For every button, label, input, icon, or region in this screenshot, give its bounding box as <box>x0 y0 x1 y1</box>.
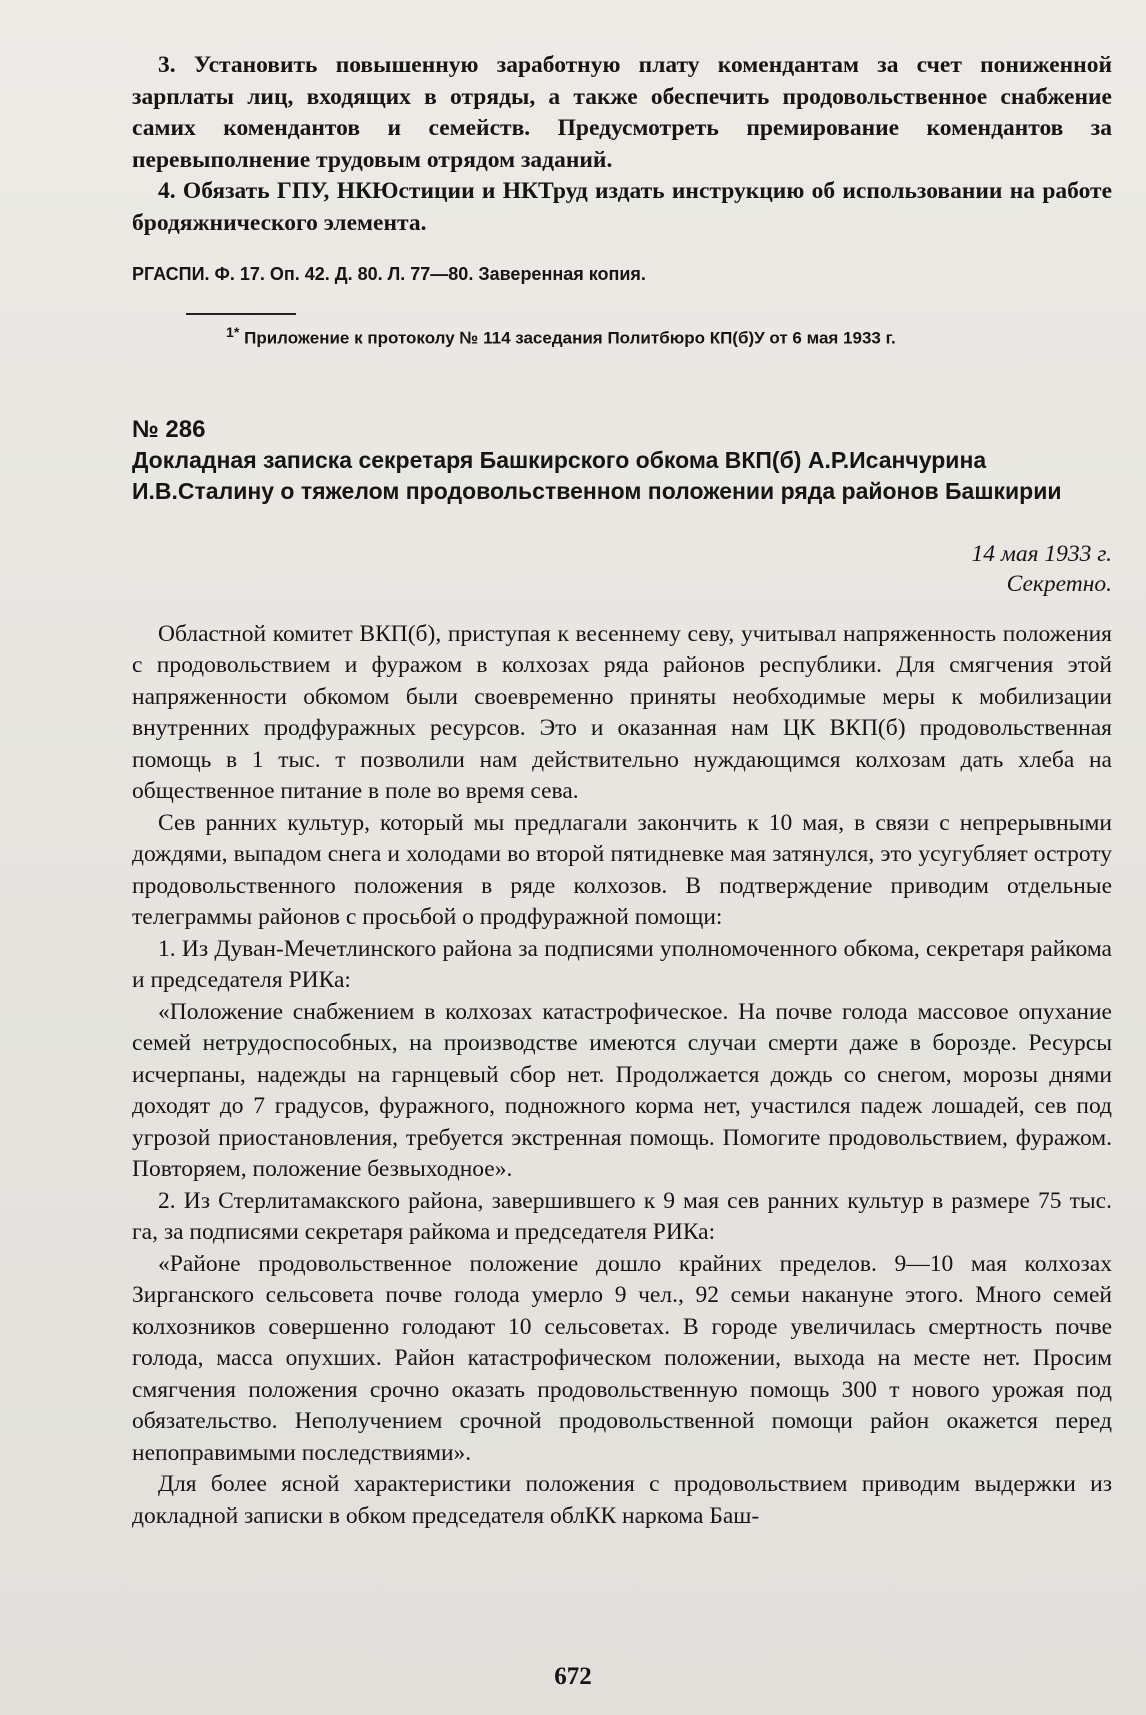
body-paragraph: Сев ранних культур, который мы предлагали закончить к 10 мая, в связи с непрерывными дождями, выпадом снега и холодами во второй пятидневке мая затянулся, это усугубляет остроту продовольственного положения в ряде колхозов. В подтверждение приводим отдельные телеграммы районов с просьбой о продфуражной помощи: <box>132 809 1112 931</box>
document-number: № 286 <box>132 415 206 443</box>
body-paragraph: Для более ясной характеристики положения с продовольствием приводим выдержки из докладной записки в обком председателя облКК наркома Баш- <box>132 1471 1112 1529</box>
footnote-divider <box>186 313 296 315</box>
document-title: Докладная записка секретаря Башкирского обкома ВКП(б) А.Р.Исанчурина И.В.Сталину о тяжелом продовольственном положении ряда районов Башкирии <box>132 446 1062 504</box>
body-paragraph: Областной комитет ВКП(б), приступая к весеннему севу, учитывал напряженность положения с продовольствием и фуражом в колхозах ряда районов республики. Для смягчения этой напряженности обкомом были своевременно приняты необходимые меры к мобилизации внутренних продфуражных ресурсов. Это и оказанная нам ЦК ВКП(б) продовольственная помощь в 1 тыс. т позволили нам действительно нуждающимся колхозам дать хлеба на общественное питание в поле во время сева. <box>132 620 1112 805</box>
paragraph-item-3: 3. Установить повышенную заработную плату комендантам за счет пониженной зарплаты лиц, входящих в отряды, а также обеспечить продовольственное снабжение самих комендантов и семейств. Предусмотреть премирование комендантов за перевыполнение трудовым отрядом заданий. <box>132 52 1112 173</box>
text-column <box>132 50 1112 1532</box>
footnote <box>132 317 1112 355</box>
footnote-marker: 1* <box>226 325 240 341</box>
page-number: 672 <box>554 1663 592 1690</box>
paragraph-item-4: 4. Обязать ГПУ, НКЮстиции и НКТруд издать инструкцию об использовании на работе бродяжнического элемента. <box>132 178 1112 236</box>
secrecy-label: Секретно. <box>1006 570 1112 597</box>
telegram-quote: «Районе продовольственное положение дошло крайних пределов. 9—10 мая колхозах Зирганского сельсовета почве голода умерло 9 чел., 92 семьи накануне этого. Много семей колхозников совершенно голодают 10 сельсоветах. В городе увеличилась смертность почве голода, масса опухших. Район катастрофическом положении, выхода на месте нет. Просим смягчения положения срочно оказать продовольственную помощь 300 т нового урожая под обязательство. Неполучением срочной продовольственной помощи район окажется перед непоправимыми последствиями». <box>132 1250 1112 1466</box>
body-paragraph: 2. Из Стерлитамакского района, завершившего к 9 мая сев ранних культур в размере 75 тыс. га, за подписями секретаря райкома и председателя РИКа: <box>132 1187 1112 1246</box>
document-date: 14 мая 1933 г. <box>971 540 1112 567</box>
footnote-text: Приложение к протоколу № 114 заседания Политбюро КП(б)У от 6 мая 1933 г. <box>244 328 896 348</box>
body-paragraph: 1. Из Дуван-Мечетлинского района за подписями уполномоченного обкома, секретаря райкома и председателя РИКа: <box>132 935 1112 994</box>
telegram-quote: «Положение снабжением в колхозах катастрофическое. На почве голода массовое опухание семей нетрудоспособных, на производстве имеются случаи смерти даже в борозде. Ресурсы исчерпаны, надежды на гарнцевый сбор нет. Продолжается дождь со снегом, морозы днями доходят до 7 градусов, фуражного, подножного корма нет, участился падеж лошадей, сев под угрозой приостановления, требуется экстренная помощь. Помогите продовольствием, фуражом. Повторяем, положение безвыходное». <box>132 998 1112 1183</box>
archive-source-note: РГАСПИ. Ф. 17. Оп. 42. Д. 80. Л. 77—80. Заверенная копия. <box>132 264 646 284</box>
